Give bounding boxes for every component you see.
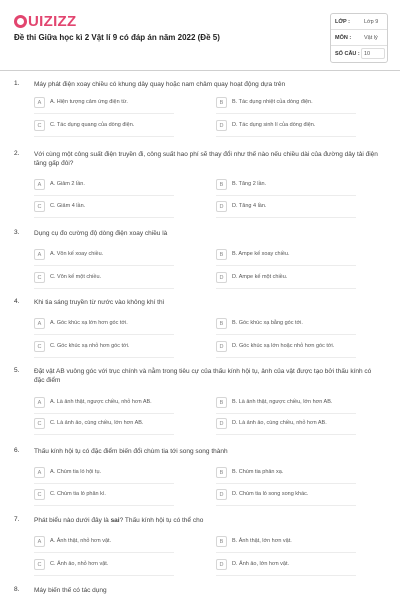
option-d[interactable] — [216, 341, 376, 357]
option-divider — [34, 288, 174, 289]
option-text: C. Là ảnh ảo, cùng chiều, lớn hơn AB. — [50, 420, 144, 426]
option-text: A. Giảm 2 lần. — [50, 181, 85, 187]
option-text: C. Tác dụng quang của dòng điện. — [50, 122, 135, 128]
option-d[interactable] — [216, 418, 376, 434]
option-text: B. Là ảnh thật, ngược chiều, lớn hơn AB. — [232, 399, 333, 405]
option-letter-badge: C — [34, 341, 45, 352]
question-number: 1. — [14, 80, 20, 87]
option-text: D. Tác dụng sinh lí của dòng điện. — [232, 122, 316, 128]
meta-box — [330, 13, 388, 63]
option-letter-badge: C — [34, 120, 45, 131]
option-text: B. Chùm tia phản xạ. — [232, 469, 284, 475]
option-text: D. Chùm tia ló song song khác. — [232, 491, 309, 497]
question-text-emphasis: sai — [110, 517, 120, 524]
option-d[interactable] — [216, 201, 376, 217]
option-d[interactable] — [216, 489, 376, 505]
option-a[interactable] — [34, 318, 194, 334]
option-text: A. Vôn kế xoay chiều. — [50, 251, 104, 257]
option-d[interactable] — [216, 559, 376, 575]
option-divider — [216, 195, 356, 196]
option-text: C. Chùm tia ló phân kì. — [50, 491, 106, 497]
option-letter-badge: D — [216, 489, 227, 500]
quizizz-logo — [14, 13, 76, 30]
question-text-part: Phát biểu nào dưới đây là — [34, 517, 111, 524]
meta-value: Vật lý — [364, 35, 378, 41]
option-c[interactable] — [34, 201, 194, 217]
option-letter-badge: C — [34, 559, 45, 570]
option-divider — [34, 357, 174, 358]
option-divider — [34, 334, 174, 335]
option-letter-badge: C — [34, 272, 45, 283]
option-a[interactable] — [34, 179, 194, 195]
option-letter-badge: A — [34, 397, 45, 408]
meta-value: 10 — [364, 51, 371, 57]
option-text: D. Tăng 4 lần. — [232, 203, 267, 209]
option-c[interactable] — [34, 341, 194, 357]
option-divider — [216, 265, 356, 266]
option-letter-badge: A — [34, 179, 45, 190]
option-divider — [34, 575, 174, 576]
option-d[interactable] — [216, 272, 376, 288]
worksheet-header — [0, 0, 400, 70]
option-text: D. Góc khúc xạ lớn hoặc nhỏ hơn góc tới. — [232, 343, 335, 349]
option-letter-badge: B — [216, 536, 227, 547]
option-b[interactable] — [216, 249, 376, 265]
option-c[interactable] — [34, 272, 194, 288]
logo-text: UIZIZZ — [28, 13, 77, 30]
option-letter-badge: B — [216, 179, 227, 190]
option-letter-badge: C — [34, 489, 45, 500]
meta-key: LỚP : — [335, 19, 350, 25]
meta-value: Lớp 9 — [364, 19, 379, 25]
option-a[interactable] — [34, 467, 194, 483]
option-letter-badge: D — [216, 272, 227, 283]
question-number: 6. — [14, 447, 20, 454]
option-letter-badge: C — [34, 201, 45, 212]
option-text: C. Giảm 4 lần. — [50, 203, 86, 209]
option-letter-badge: D — [216, 418, 227, 429]
option-b[interactable] — [216, 179, 376, 195]
option-divider — [216, 357, 356, 358]
option-text: A. Chùm tia ló hội tụ. — [50, 469, 102, 475]
option-b[interactable] — [216, 97, 376, 113]
question-number: 8. — [14, 586, 20, 593]
option-divider — [34, 217, 174, 218]
option-divider — [216, 288, 356, 289]
option-a[interactable] — [34, 397, 194, 413]
option-text: A. Hiện tượng cảm ứng điện từ. — [50, 99, 128, 105]
option-divider — [216, 217, 356, 218]
option-divider — [216, 483, 356, 484]
option-letter-badge: B — [216, 318, 227, 329]
question-text: Với cùng một công suất điện truyền đi, công suất hao phí sẽ thay đổi như thế nào nếu chiều dài của đường dây tải điện tăng gấp đôi? — [34, 151, 378, 167]
option-text: B. Ampe kế xoay chiều. — [232, 251, 290, 257]
option-letter-badge: A — [34, 249, 45, 260]
question-text: Máy phát điện xoay chiều có khung dây quay hoặc nam châm quay hoạt động dựa trên — [34, 81, 286, 88]
option-divider — [34, 413, 174, 414]
option-text: B. Tăng 2 lần. — [232, 181, 267, 187]
header-divider — [0, 70, 400, 71]
option-divider — [34, 434, 174, 435]
question-text: Dụng cụ đo cường độ dòng điện xoay chiều là — [34, 230, 168, 237]
option-divider — [216, 552, 356, 553]
option-c[interactable] — [34, 120, 194, 136]
question-number: 2. — [14, 150, 20, 157]
option-divider — [216, 434, 356, 435]
option-text: A. Ảnh thật, nhỏ hơn vật. — [50, 538, 112, 544]
question-text-part: ? Thấu kính hội tụ có thể cho — [119, 517, 204, 524]
question-text — [34, 516, 379, 525]
option-divider — [216, 113, 356, 114]
question-text: Máy biến thế có tác dụng — [34, 587, 107, 594]
meta-row-count — [331, 46, 387, 62]
option-text: B. Góc khúc xạ bằng góc tới. — [232, 320, 303, 326]
option-letter-badge: A — [34, 536, 45, 547]
option-divider — [34, 552, 174, 553]
question-number: 5. — [14, 367, 20, 374]
option-divider — [216, 413, 356, 414]
option-c[interactable] — [34, 418, 194, 434]
question-number: 7. — [14, 516, 20, 523]
option-letter-badge: D — [216, 201, 227, 212]
option-b[interactable] — [216, 536, 376, 552]
option-c[interactable] — [34, 489, 194, 505]
option-divider — [34, 195, 174, 196]
meta-key: MÔN : — [335, 35, 352, 41]
page-title: Đề thi Giữa học kì 2 Vật lí 9 có đáp án năm 2022 (Đề 5) — [14, 33, 220, 42]
option-b[interactable] — [216, 467, 376, 483]
option-d[interactable] — [216, 120, 376, 136]
option-letter-badge: D — [216, 341, 227, 352]
option-letter-badge: D — [216, 120, 227, 131]
option-text: D. Là ảnh ảo, cùng chiều, nhỏ hơn AB. — [232, 420, 327, 426]
option-text: B. Tác dụng nhiệt của dòng điện. — [232, 99, 313, 105]
question-text: Khi tia sáng truyền từ nước vào không khí thì — [34, 299, 165, 306]
question-text: Đặt vật AB vuông góc với trục chính và nằm trong tiêu cự của thấu kính hội tụ, ảnh của vật được tạo bởi thấu kính có đặc điểm — [34, 368, 372, 384]
option-a[interactable] — [34, 249, 194, 265]
option-text: D. Ảnh ảo, lớn hơn vật. — [232, 561, 290, 567]
meta-row-subject — [331, 30, 387, 46]
question-number: 4. — [14, 298, 20, 305]
option-text: D. Ampe kế một chiều. — [232, 274, 288, 280]
option-letter-badge: B — [216, 467, 227, 478]
meta-row-class — [331, 14, 387, 30]
option-divider — [216, 334, 356, 335]
option-c[interactable] — [34, 559, 194, 575]
option-text: C. Vôn kế một chiều. — [50, 274, 102, 280]
option-letter-badge: A — [34, 97, 45, 108]
option-letter-badge: B — [216, 249, 227, 260]
option-a[interactable] — [34, 97, 194, 113]
option-divider — [216, 136, 356, 137]
option-divider — [34, 483, 174, 484]
option-b[interactable] — [216, 318, 376, 334]
question-text: Thấu kính hội tụ có đặc điểm biến đổi chùm tia tới song song thành — [34, 448, 228, 455]
meta-key: SỐ CÂU : — [335, 51, 360, 57]
option-letter-badge: C — [34, 418, 45, 429]
option-text: C. Ảnh ảo, nhỏ hơn vật. — [50, 561, 109, 567]
option-text: A. Là ảnh thật, ngược chiều, nhỏ hơn AB. — [50, 399, 152, 405]
option-a[interactable] — [34, 536, 194, 552]
option-divider — [34, 265, 174, 266]
option-letter-badge: B — [216, 397, 227, 408]
option-divider — [34, 505, 174, 506]
option-divider — [216, 505, 356, 506]
logo-q-icon — [14, 15, 27, 28]
option-b[interactable] — [216, 397, 376, 413]
option-divider — [34, 136, 174, 137]
option-letter-badge: A — [34, 467, 45, 478]
question-number: 3. — [14, 229, 20, 236]
option-divider — [216, 575, 356, 576]
option-text: C. Góc khúc xạ nhỏ hơn góc tới. — [50, 343, 130, 349]
option-letter-badge: D — [216, 559, 227, 570]
option-divider — [34, 113, 174, 114]
option-text: A. Góc khúc xạ lớn hơn góc tới. — [50, 320, 128, 326]
option-letter-badge: B — [216, 97, 227, 108]
option-text: B. Ảnh thật, lớn hơn vật. — [232, 538, 292, 544]
option-letter-badge: A — [34, 318, 45, 329]
